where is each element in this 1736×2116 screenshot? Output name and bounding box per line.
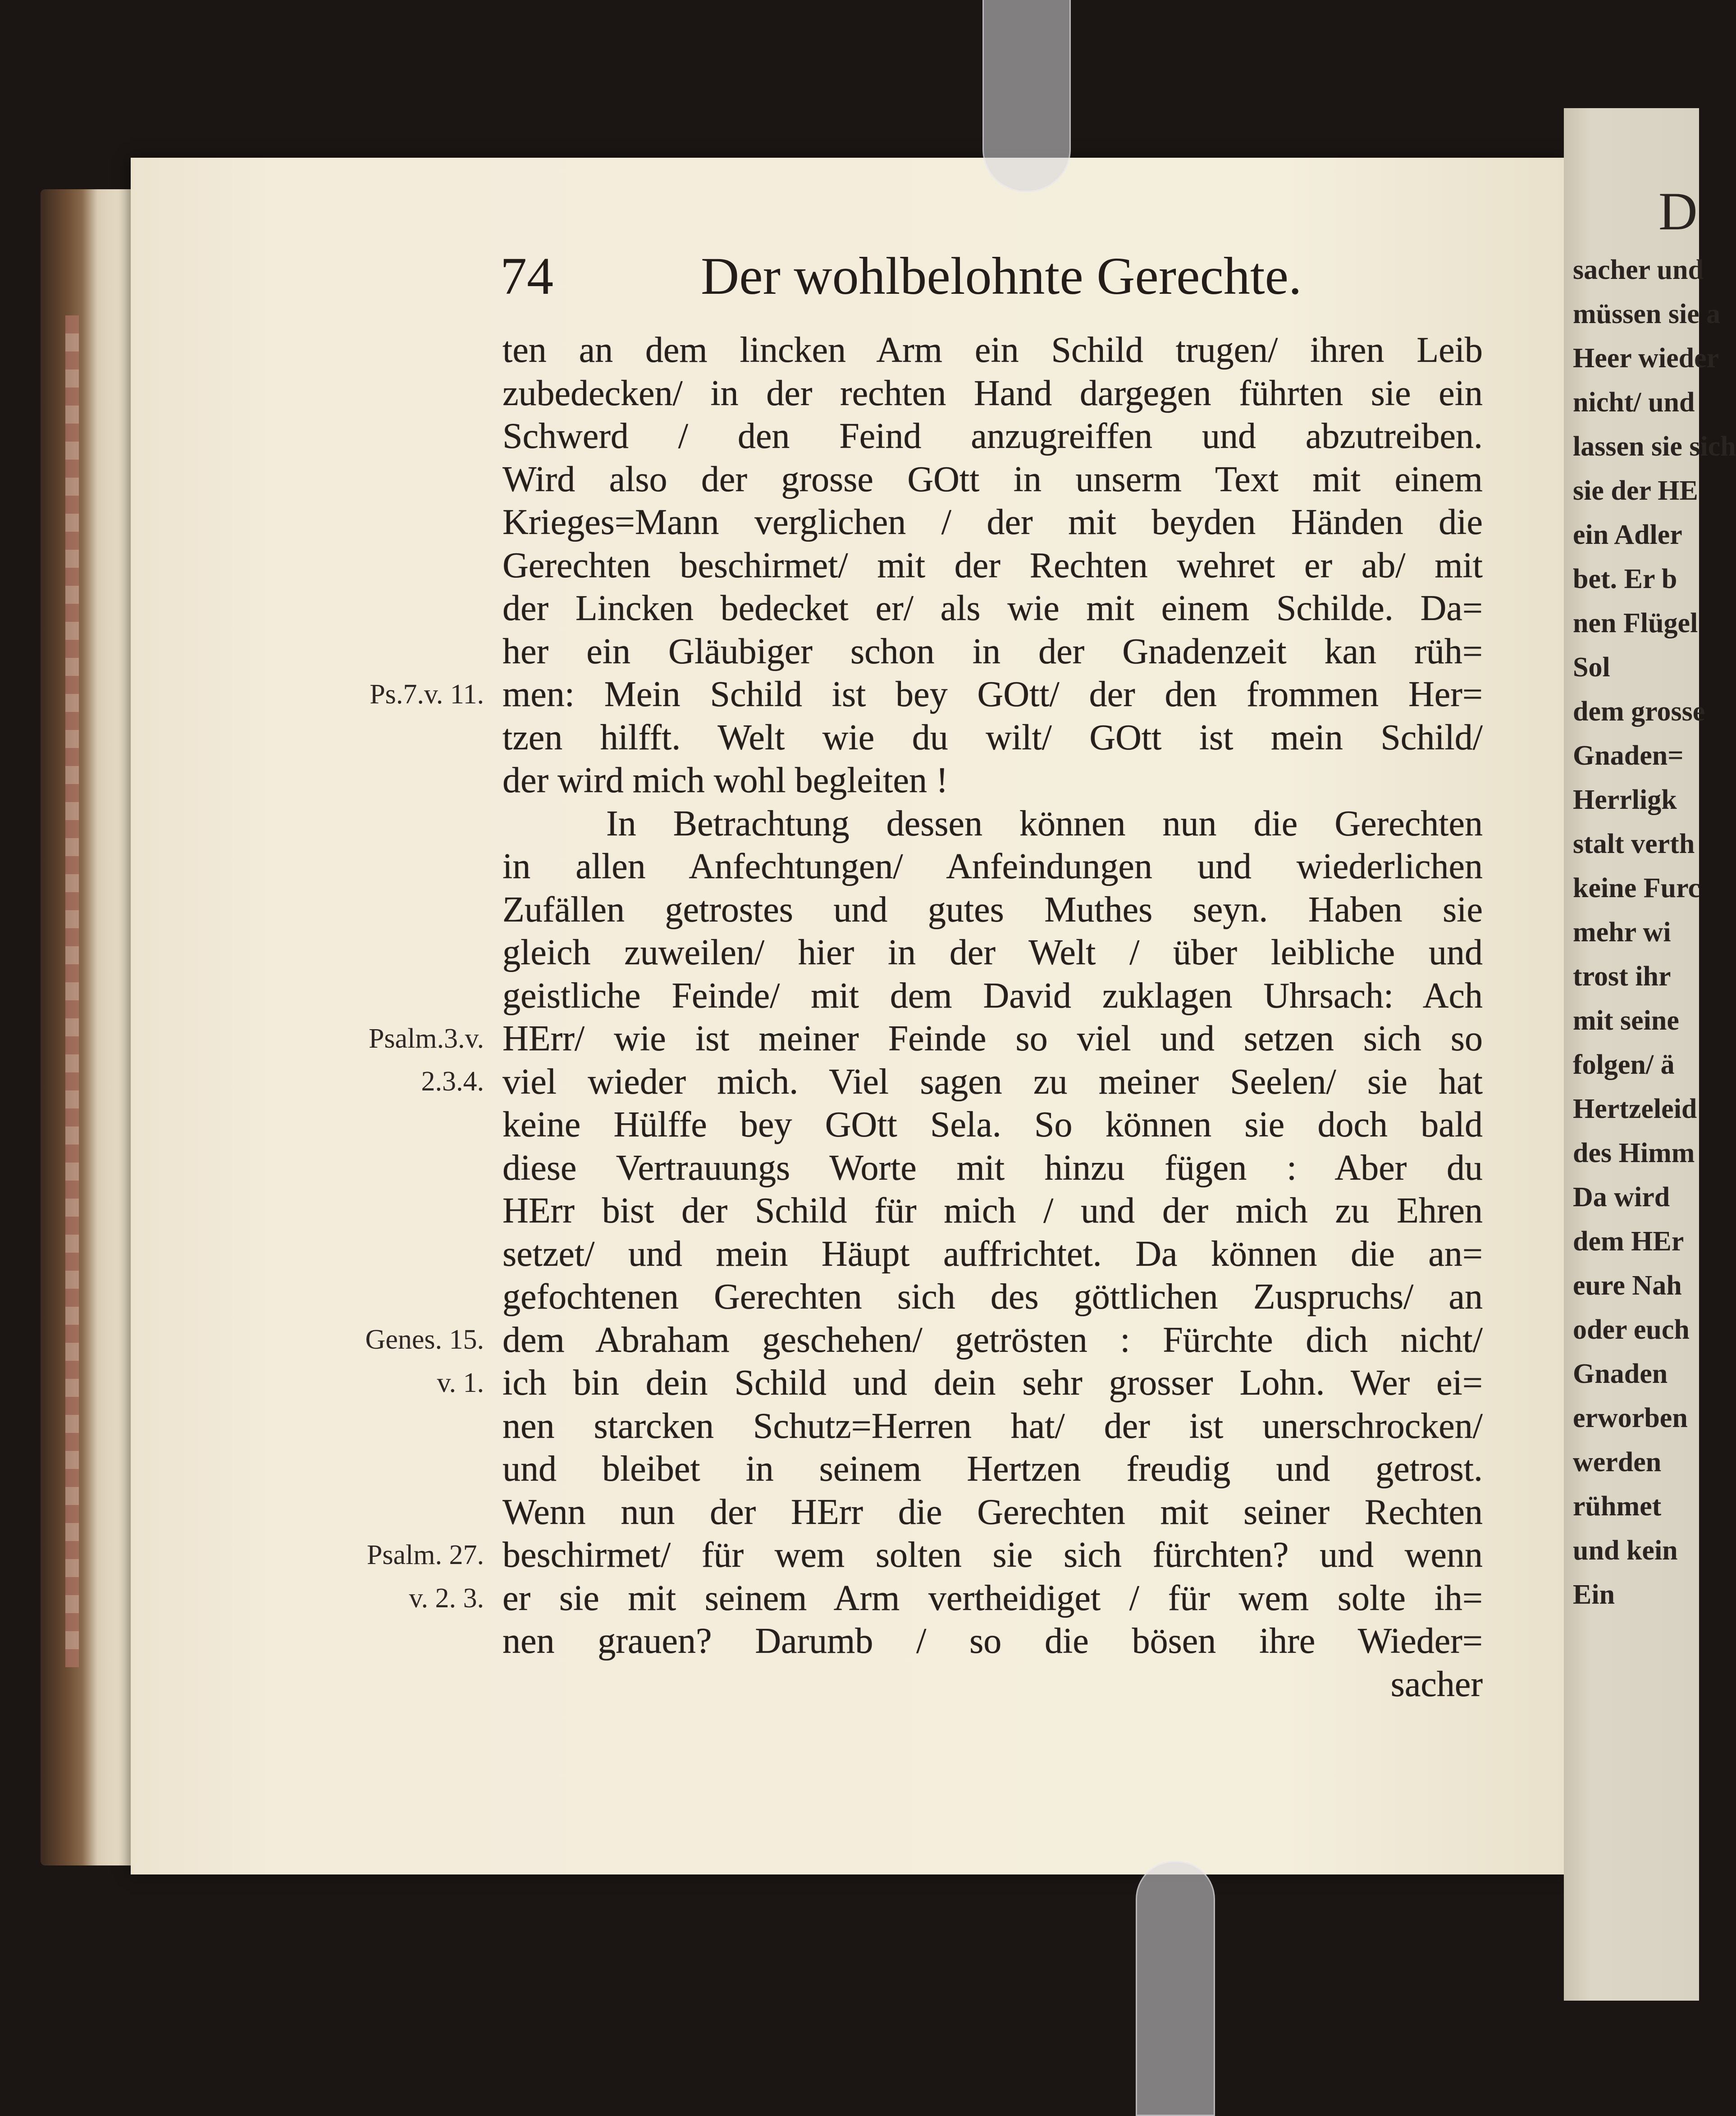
facing-text-line: erworben [1573,1403,1688,1433]
facing-page-header: D [1658,181,1698,241]
facing-page-text [1573,248,1736,1617]
facing-text-line: Da wird [1573,1182,1670,1213]
text-line: HErr bist der Schild für mich / und der mich zu Ehren [503,1191,1483,1231]
text-line: Wird also der grosse GOtt in unserm Text mit einem [503,459,1483,499]
facing-text-line: keine Furc [1573,873,1700,903]
facing-text-line: nicht/ und [1573,387,1695,418]
margin-note: v. 2. 3. [409,1583,484,1614]
facing-text-line: Gnaden= [1573,740,1684,771]
text-line: Krieges=Mann verglichen / der mit beyden Händen die [503,502,1483,542]
text-line: in allen Anfechtungen/ Anfeindungen und wiederlichen [503,847,1483,886]
facing-text-line: trost ihr [1573,961,1671,992]
facing-text-line: Gnaden [1573,1359,1668,1389]
facing-text-line: des Himm [1573,1138,1695,1168]
text-line: Schwerd / den Feind anzugreiffen und abzutreiben. [503,416,1483,456]
facing-text-line: werden [1573,1447,1662,1478]
book-edge [41,189,144,1865]
text-line: der wird mich wohl begleiten ! [503,761,948,800]
facing-text-line: und kein [1573,1535,1678,1566]
margin-note: Ps.7.v. 11. [370,679,484,710]
text-line: keine Hülffe bey GOtt Sela. So können sie doch bald [503,1105,1483,1145]
text-line: HErr/ wie ist meiner Feinde so viel und setzen sich so [503,1019,1483,1058]
text-line: Gerechten beschirmet/ mit der Rechten wehret er ab/ mit [503,545,1483,585]
text-line: diese Vertrauungs Worte mit hinzu fügen : Aber du [503,1148,1483,1188]
facing-text-line: müssen sie a [1573,299,1721,329]
facing-text-line: bet. Er b [1573,564,1677,594]
page-holder-clip [1136,1861,1215,2116]
text-line: der Lincken bedecket er/ als wie mit einem Schilde. Da= [503,588,1483,628]
text-line: geistliche Feinde/ mit dem David zuklagen Uhrsach: Ach [503,976,1483,1016]
margin-note: Genes. 15. [365,1324,484,1355]
text-line: tzen hilfft. Welt wie du wilt/ GOtt ist mein Schild/ [503,717,1483,757]
facing-text-line: sacher und [1573,255,1704,285]
facing-text-line: Ein [1573,1579,1615,1610]
catchword: sacher [1390,1664,1483,1704]
facing-text-line: dem HEr [1573,1226,1684,1257]
text-line: zubedecken/ in der rechten Hand dargegen führten sie ein [503,373,1483,413]
text-line: gleich zuweilen/ hier in der Welt / über leibliche und [503,933,1483,972]
text-line: nen starcken Schutz=Herren hat/ der ist unerschrocken/ [503,1406,1483,1446]
facing-text-line: sie der HE [1573,475,1698,506]
facing-text-line: Hertzeleid [1573,1094,1697,1124]
running-title: Der wohlbelohnte Gerechte. [701,246,1302,306]
text-line: er sie mit seinem Arm vertheidiget / für wem solte ih= [503,1578,1483,1618]
text-line: und bleibet in seinem Hertzen freudig und getrost. [503,1449,1483,1489]
margin-note: v. 1. [437,1368,484,1398]
text-line: ten an dem lincken Arm ein Schild trugen/ ihren Leib [503,330,1483,370]
facing-text-line: oder euch [1573,1314,1690,1345]
text-line: ich bin dein Schild und dein sehr grosser Lohn. Wer ei= [503,1363,1483,1403]
facing-page [1564,108,1736,2001]
margin-note: Psalm. 27. [366,1540,484,1570]
facing-text-line: eure Nah [1573,1270,1682,1301]
page-number: 74 [500,246,553,306]
facing-text-line: nen Flügel [1573,608,1698,638]
text-line: men: Mein Schild ist bey GOtt/ der den frommen Her= [503,675,1483,714]
page-holder-clip [982,0,1071,192]
text-line: dem Abraham geschehen/ getrösten : Fürchte dich nicht/ [503,1320,1483,1360]
text-line: setzet/ und mein Häupt auffrichtet. Da können die an= [503,1234,1483,1274]
text-line: Wenn nun der HErr die Gerechten mit seiner Rechten [503,1492,1483,1532]
text-line: nen grauen? Darumb / so die bösen ihre Wieder= [503,1621,1483,1661]
text-line: her ein Gläubiger schon in der Gnadenzeit kan rüh= [503,631,1483,671]
facing-text-line: ein Adler [1573,520,1682,550]
margin-note: 2.3.4. [421,1066,484,1097]
text-line: beschirmet/ für wem solten sie sich fürchten? und wenn [503,1535,1483,1575]
body-text [503,329,1483,1706]
margin-note: Psalm.3.v. [368,1023,484,1054]
facing-text-line: mehr wi [1573,917,1671,948]
facing-text-line: rühmet [1573,1491,1662,1522]
page-edge-marbling [65,315,79,1667]
facing-text-line: mit seine [1573,1005,1679,1036]
facing-text-line: Sol [1573,652,1610,683]
facing-text-line: Heer wieder [1573,343,1719,374]
facing-text-line: dem grosse [1573,696,1705,727]
text-line: In Betrachtung dessen können nun die Gerechten [606,803,1483,844]
facing-text-line: lassen sie sich [1573,431,1736,462]
facing-text-line: folgen/ ä [1573,1049,1675,1080]
facing-text-line: stalt verth [1573,829,1695,859]
text-line: gefochtenen Gerechten sich des göttlichen Zuspruchs/ an [503,1277,1483,1317]
facing-text-line: Herrligk [1573,784,1677,815]
text-line: viel wieder mich. Viel sagen zu meiner Seelen/ sie hat [503,1062,1483,1102]
text-line: Zufällen getrostes und gutes Muthes seyn. Haben sie [503,889,1483,930]
